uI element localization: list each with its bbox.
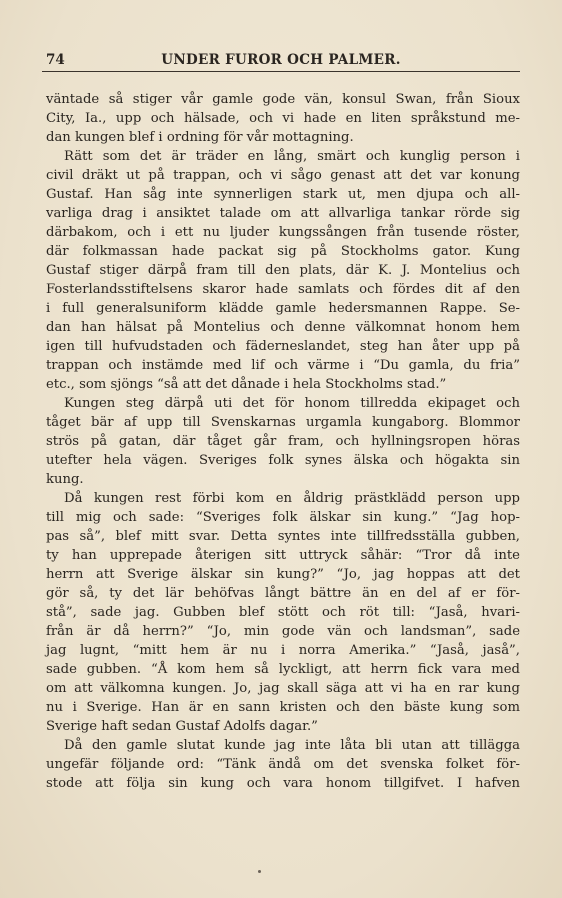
page-header (42, 52, 520, 70)
text-line: ty han upprepade återigen sitt uttryck såhär: “Tror då inte (46, 548, 520, 563)
text-line: pas så”, blef mitt svar. Detta syntes inte tillfredsställa gubben, (46, 529, 520, 544)
text-line: Kungen steg därpå uti det för honom tillredda ekipaget och (64, 396, 520, 411)
text-line: nu i Sverige. Han är en sann kristen och den bäste kung som (46, 700, 520, 715)
text-line: jag lugnt, “mitt hem är nu i norra Amerika.” “Jaså, jaså”, (46, 643, 520, 658)
text-line: etc., som sjöngs “så att det dånade i hela Stockholms stad.” (46, 377, 447, 392)
running-title: UNDER FUROR OCH PALMER. (161, 52, 401, 68)
text-line: civil dräkt ut på trappan, och vi sågo genast att det var konung (46, 168, 520, 183)
header-rule (42, 71, 520, 72)
text-line: Sverige haft sedan Gustaf Adolfs dagar.” (46, 719, 318, 734)
text-line: till mig och sade: “Sveriges folk älskar sin kung.” “Jag hop- (46, 510, 520, 525)
page-number: 74 (46, 52, 65, 68)
text-line: tåget bär af upp till Svenskarnas urgamla kungaborg. Blommor (46, 415, 520, 430)
text-line: Gustaf stiger därpå fram till den plats, där K. J. Montelius och (46, 263, 520, 278)
text-line: gör så, ty det lär behöfvas långt bättre än en del af er för- (46, 586, 520, 601)
text-line: strös på gatan, där tåget går fram, och hyllningsropen höras (46, 434, 520, 449)
text-line: väntade så stiger vår gamle gode vän, konsul Swan, från Sioux (46, 92, 520, 107)
text-line: kung. (46, 472, 84, 487)
text-line: sade gubben. “Å kom hem så lyckligt, att herrn fick vara med (46, 662, 520, 677)
text-line: herrn att Sverige älskar sin kung?” “Jo, jag hoppas att det (46, 567, 520, 582)
body-text (46, 90, 520, 793)
text-line: Gustaf. Han såg inte synnerligen stark ut, men djupa och all- (46, 187, 520, 202)
text-line: Då kungen rest förbi kom en åldrig prästklädd person upp (64, 491, 520, 506)
text-line: varliga drag i ansiktet talade om att allvarliga tankar rörde sig (46, 206, 520, 221)
text-line: Rätt som det är träder en lång, smärt och kunglig person i (64, 149, 520, 164)
text-line: från är då herrn?” “Jo, min gode vän och landsman”, sade (46, 624, 520, 639)
text-line: City, Ia., upp och hälsade, och vi hade en liten språkstund me- (46, 111, 520, 126)
text-line: igen till hufvudstaden och fäderneslandet, steg han åter upp på (46, 339, 520, 354)
text-line: Då den gamle slutat kunde jag inte låta bli utan att tillägga (64, 738, 520, 753)
text-line: dan kungen blef i ordning för vår mottagning. (46, 130, 354, 145)
text-line: i full generalsuniform klädde gamle hedersmannen Rappe. Se- (46, 301, 520, 316)
text-line: utefter hela vägen. Sveriges folk synes älska och högakta sin (46, 453, 520, 468)
text-line: trappan och instämde med lif och värme i “Du gamla, du fria” (46, 358, 520, 373)
text-line: Fosterlandsstiftelsens skaror hade samlats och fördes dit af den (46, 282, 520, 297)
page-speck (258, 870, 261, 873)
text-line: ungefär följande ord: “Tänk ändå om det svenska folket för- (46, 757, 520, 772)
text-line: därbakom, och i ett nu ljuder kungssången från tusende röster, (46, 225, 520, 240)
text-line: om att välkomna kungen. Jo, jag skall säga att vi ha en rar kung (46, 681, 520, 696)
text-line: stå”, sade jag. Gubben blef stött och röt till: “Jaså, hvari- (46, 605, 520, 620)
text-line: där folkmassan hade packat sig på Stockholms gator. Kung (46, 244, 520, 259)
text-line: stode att följa sin kung och vara honom tillgifvet. I hafven (46, 776, 520, 791)
text-line: dan han hälsat på Montelius och denne välkomnat honom hem (46, 320, 520, 335)
